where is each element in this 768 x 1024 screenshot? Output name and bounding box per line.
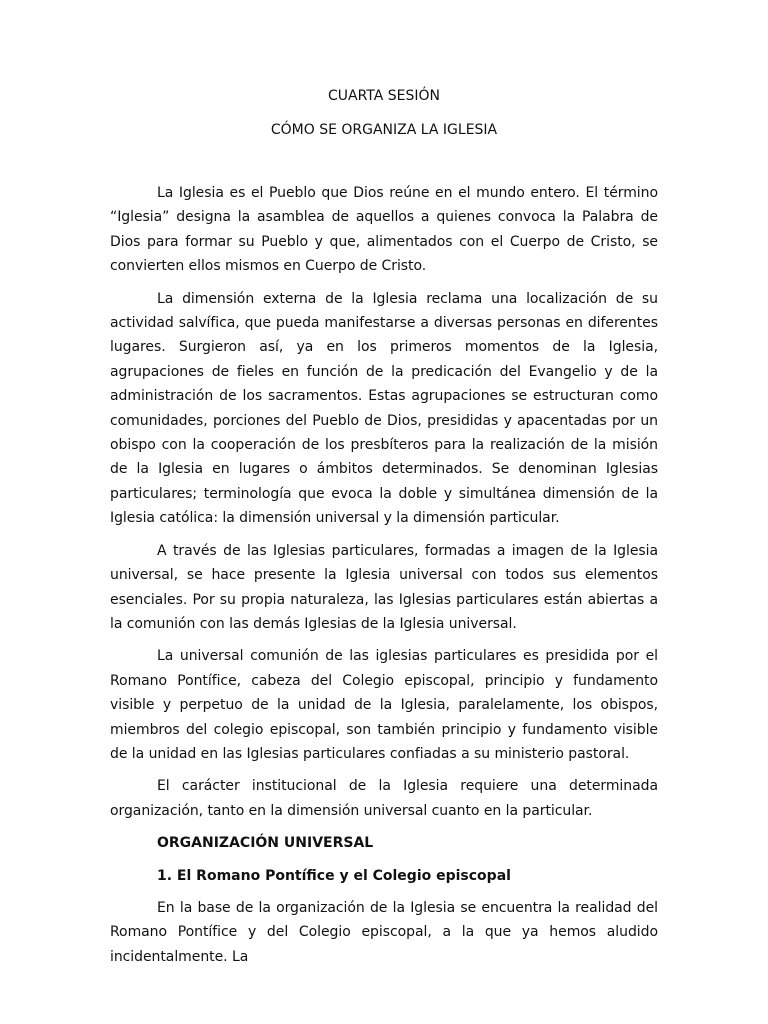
paragraph-1: La Iglesia es el Pueblo que Dios reúne en el mundo entero. El término “Iglesia” designa la asamblea de aquellos a quienes convoca la Palabra de Dios para formar su Pueblo y que, alimentados con el Cuerpo de Cristo, se convierten ellos mismos en Cuerpo de Cristo. [110,185,658,275]
paragraph-5: El carácter institucional de la Iglesia requiere una determinada organización, tanto en la dimensión universal cuanto en la particular. [110,778,658,819]
document-page [110,86,658,977]
document-title: CUARTA SESIÓN [327,88,441,104]
paragraph-3: A través de las Iglesias particulares, formadas a imagen de la Iglesia universal, se hace presente la Iglesia universal con todos sus elementos esenciales. Por su propia naturaleza, las Iglesias particulares están abiertas a la comunión con las demás Iglesias de la Iglesia universal. [110,542,658,632]
document-body [110,181,658,969]
paragraph-2: La dimensión externa de la Iglesia reclama una localización de su actividad salvífica, que pueda manifestarse a diversas personas en diferentes lugares. Surgieron así, ya en los primeros momentos de la Iglesia, agrupaciones de fieles en función de la predicación del Evangelio y de la administración de los sacramentos. Estas agrupaciones se estructuran como comunidades, porciones del Pueblo de Dios, presididas y apacentadas por un obispo con la cooperación de los presbíteros para la realización de la misión de la Iglesia en lugares o ámbitos determinados. Se denominan Iglesias particulares; terminología que evoca la doble y simultánea dimensión de la Iglesia católica: la dimensión universal y la dimensión particular. [110,290,658,527]
subsection-heading: 1. El Romano Pontífice y el Colegio episcopal [157,867,511,884]
document-subtitle: CÓMO SE ORGANIZA LA IGLESIA [270,122,498,138]
section-heading: ORGANIZACIÓN UNIVERSAL [157,835,374,852]
paragraph-6: En la base de la organización de la Iglesia se encuentra la realidad del Romano Pontífice y del Colegio episcopal, a la que ya hemos aludido incidentalmente. La [110,899,658,965]
paragraph-4: La universal comunión de las iglesias particulares es presidida por el Romano Pontífice, cabeza del Colegio episcopal, principio y fundamento visible y perpetuo de la unidad de la Iglesia, paralelamente, los obispos, miembros del colegio episcopal, son también principio y fundamento visible de la unidad en las Iglesias particulares confiadas a su ministerio pastoral. [110,648,658,762]
